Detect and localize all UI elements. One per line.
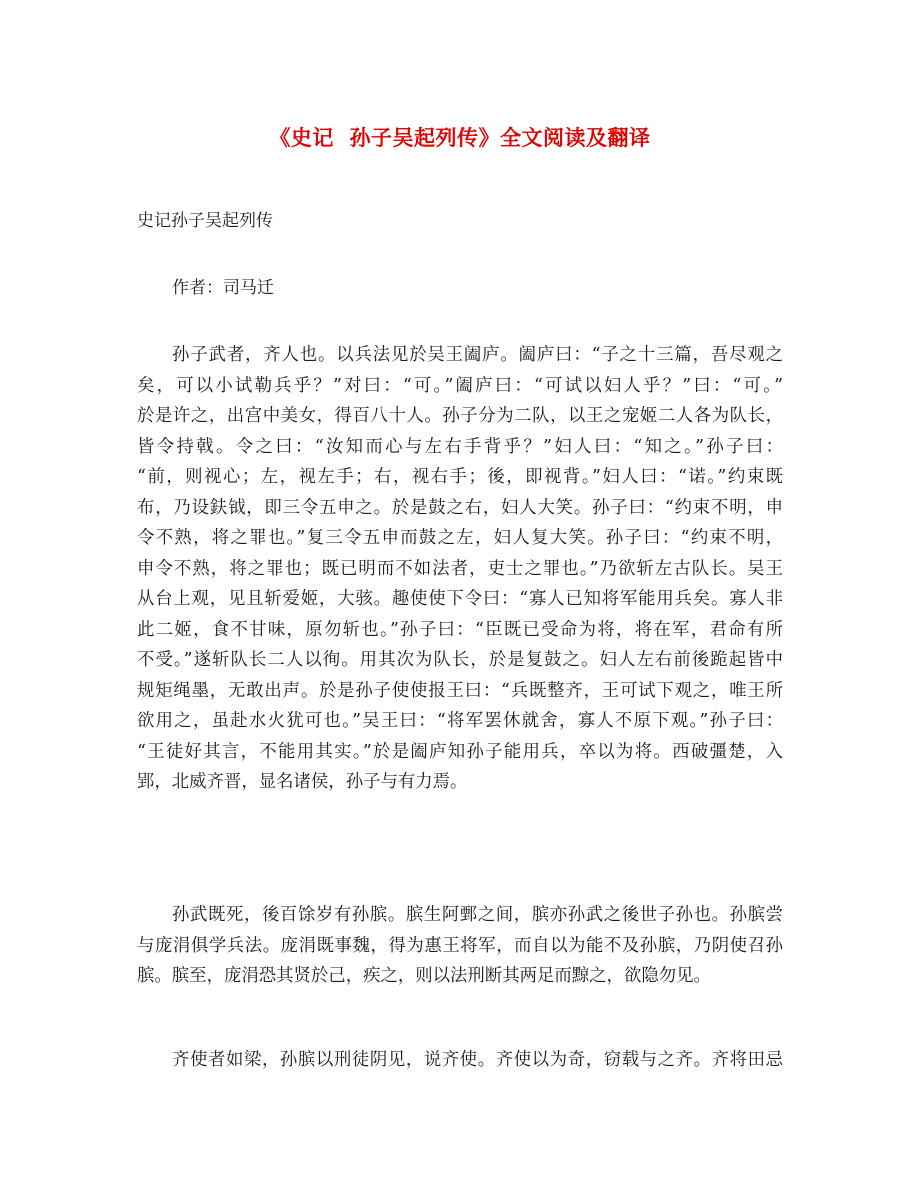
- text-line: 齐使者如梁，孙膑以刑徒阴见，说齐使。齐使以为奇，窃载与之齐。齐将田忌: [172, 1050, 783, 1070]
- text-line: 不受。”遂斩队长二人以徇。用其次为队长，於是复鼓之。妇人左右前後跪起皆中: [137, 650, 783, 670]
- text-line: 皆令持戟。令之曰：“汝知而心与左右手背乎？”妇人曰：“知之。”孙子曰：: [137, 436, 783, 457]
- text-line: 此二姬，食不甘味，原勿斩也。”孙子曰：“臣既已受命为将，将在军，君命有所: [137, 619, 783, 640]
- text-line: 孙子武者，齐人也。以兵法见於吴王阖庐。阖庐曰：“子之十三篇，吾尽观之: [172, 345, 783, 365]
- paragraph-2: [137, 900, 783, 992]
- text-line: 欲用之，虽赴水火犹可也。”吴王曰：“将军罢休就舍，寡人不原下观。”孙子曰：: [137, 711, 783, 731]
- text-line: 规矩绳墨，无敢出声。於是孙子使使报王曰：“兵既整齐，王可试下观之，唯王所: [137, 680, 783, 701]
- text-line: 令不熟，将之罪也。”复三令五申而鼓之左，妇人复大笑。孙子曰：“约束不明，: [137, 528, 783, 548]
- document-subtitle: 史记孙子吴起列传: [137, 211, 273, 231]
- paragraph-3: [137, 1045, 783, 1076]
- text-line: 膑。膑至，庞涓恐其贤於己，疾之，则以法刑断其两足而黥之，欲隐勿见。: [137, 966, 711, 986]
- text-line: 於是许之，出宫中美女，得百八十人。孙子分为二队，以王之宠姬二人各为队长，: [137, 406, 783, 426]
- author-line: 作者：司马迁: [172, 278, 274, 298]
- text-line: 从台上观，见且斩爱姬，大骇。趣使使下令曰：“寡人已知将军能用兵矣。寡人非: [137, 589, 783, 609]
- text-line: 申令不熟，将之罪也；既已明而不如法者，吏士之罪也。”乃欲斩左古队长。吴王: [137, 558, 783, 579]
- text-line: 孙武既死，後百馀岁有孙膑。膑生阿鄄之间，膑亦孙武之後世子孙也。孙膑尝: [172, 905, 783, 925]
- text-line: 布，乃设鈇钺，即三令五申之。於是鼓之右，妇人大笑。孙子曰：“约束不明，申: [137, 497, 783, 518]
- text-line: “王徒好其言，不能用其实。”於是阖庐知孙子能用兵，卒以为将。西破彊楚，入: [137, 741, 783, 762]
- text-line: 郢，北威齐晋，显名诸侯，孙子与有力焉。: [137, 772, 468, 792]
- paragraph-1: [137, 340, 783, 798]
- text-line: 矣，可以小试勒兵乎？”对曰：“可。”阖庐曰：“可试以妇人乎？”曰：“可。”: [137, 375, 783, 396]
- text-line: 与庞涓俱学兵法。庞涓既事魏，得为惠王将军，而自以为能不及孙膑，乃阴使召孙: [137, 935, 783, 956]
- text-line: “前，则视心；左，视左手；右，视右手；後，即视背。”妇人曰：“诺。”约束既: [137, 467, 783, 487]
- page-title: 《史记 孙子吴起列传》全文阅读及翻译: [269, 126, 651, 150]
